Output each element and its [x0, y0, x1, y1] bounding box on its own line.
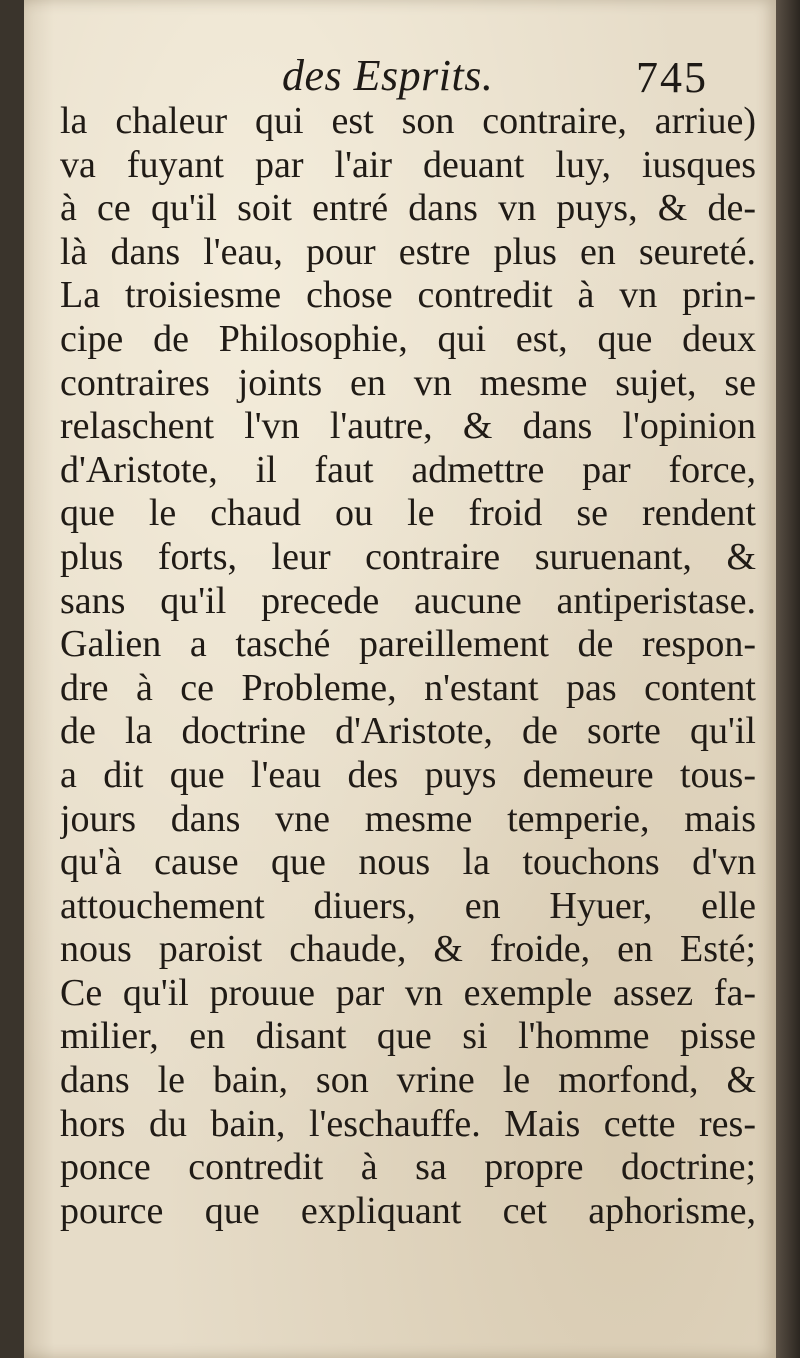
text-line: Galien a tasché pareillement de respon- [60, 623, 756, 666]
text-line: plus forts, leur contraire suruenant, & [60, 535, 756, 578]
text-line: La troisiesme chose contredit à vn prin- [60, 274, 756, 317]
text-line: relaschent l'vn l'autre, & dans l'opinion [60, 405, 756, 448]
running-title: des Esprits. [282, 51, 494, 100]
page-edge-shadow [776, 0, 800, 1358]
page-number: 745 [636, 53, 708, 102]
text-line: que le chaud ou le froid se rendent [60, 492, 756, 535]
book-page [24, 0, 776, 1358]
text-line: contraires joints en vn mesme sujet, se [60, 361, 756, 404]
text-line: pource que expliquant cet aphorisme, [60, 1189, 756, 1232]
text-line: d'Aristote, il faut admettre par force, [60, 448, 756, 491]
text-line: la chaleur qui est son contraire, arriue) [60, 100, 756, 142]
text-line: a dit que l'eau des puys demeure tous- [60, 753, 756, 796]
text-line: nous paroist chaude, & froide, en Esté; [60, 928, 756, 971]
text-line: cipe de Philosophie, qui est, que deux [60, 317, 756, 360]
text-line: attouchement diuers, en Hyuer, elle [60, 884, 756, 927]
text-line: jours dans vne mesme temperie, mais [60, 797, 756, 840]
text-line: va fuyant par l'air deuant luy, iusques [60, 143, 756, 186]
text-line: de la doctrine d'Aristote, de sorte qu'il [60, 710, 756, 753]
text-line: là dans l'eau, pour estre plus en seureté. [60, 230, 756, 273]
text-line: qu'à cause que nous la touchons d'vn [60, 841, 756, 884]
body-text [60, 100, 756, 1233]
text-line: Ce qu'il prouue par vn exemple assez fa- [60, 971, 756, 1014]
text-line: dans le bain, son vrine le morfond, & [60, 1059, 756, 1102]
text-line: à ce qu'il soit entré dans vn puys, & de- [60, 187, 756, 230]
text-line: hors du bain, l'eschauffe. Mais cette res- [60, 1102, 756, 1145]
text-line: ponce contredit à sa propre doctrine; [60, 1146, 756, 1189]
text-line: sans qu'il precede aucune antiperistase. [60, 579, 756, 622]
text-line: milier, en disant que si l'homme pisse [60, 1015, 756, 1058]
page-header [24, 48, 776, 104]
text-line: dre à ce Probleme, n'estant pas content [60, 666, 756, 709]
